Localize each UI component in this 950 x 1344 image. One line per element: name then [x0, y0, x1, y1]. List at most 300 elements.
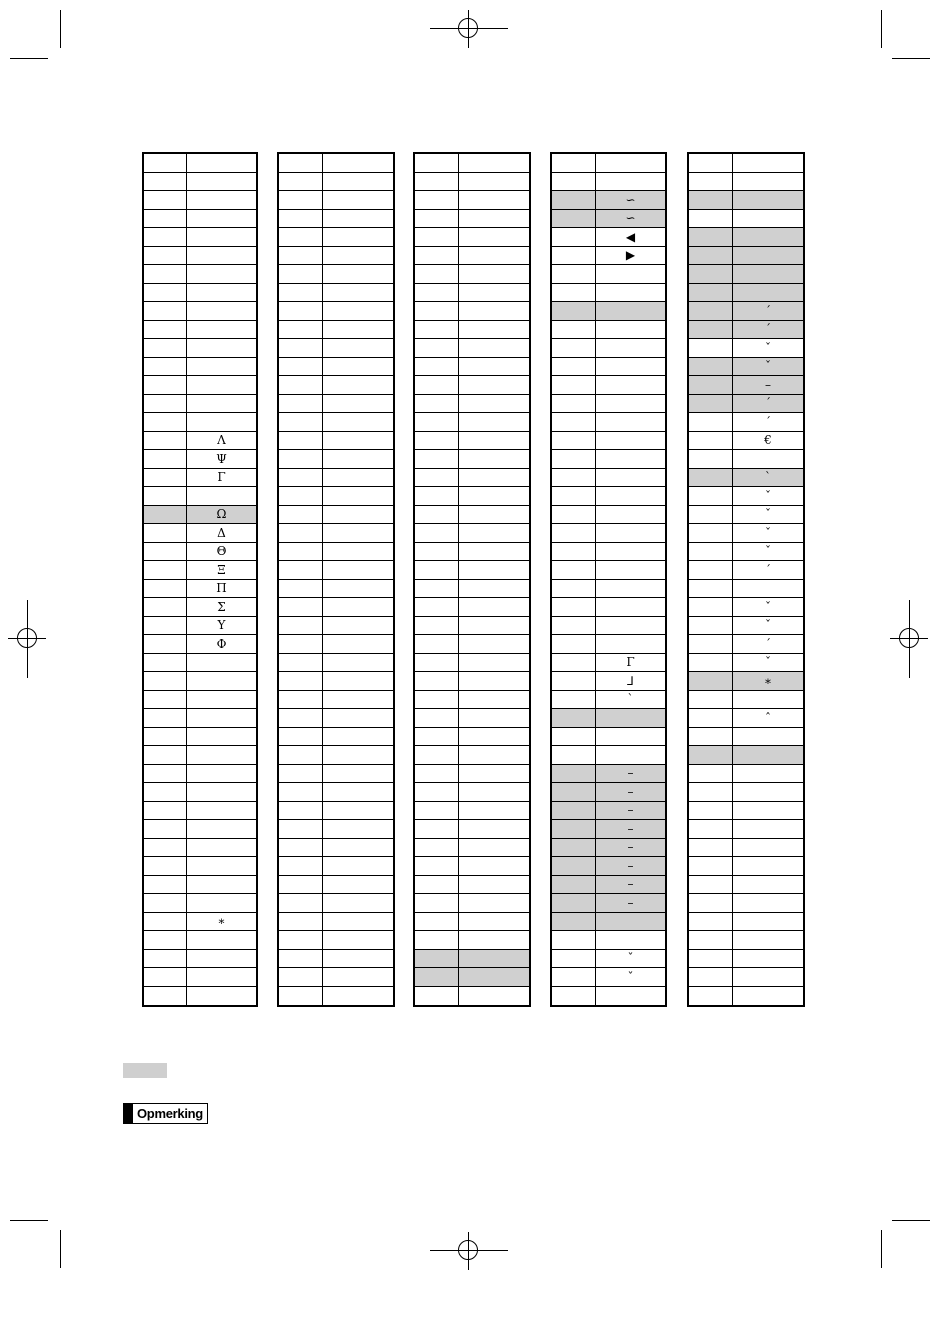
char-cell — [596, 987, 665, 1006]
char-cell — [323, 783, 393, 801]
char-cell: ˇ — [765, 655, 771, 670]
table-row — [552, 894, 665, 913]
char-cell — [323, 857, 393, 875]
char-cell: ˇ — [765, 618, 771, 633]
table-row — [279, 506, 393, 525]
char-cell — [323, 284, 393, 302]
table-row — [552, 802, 665, 821]
table-row — [279, 561, 393, 580]
table-row — [415, 265, 529, 284]
char-cell — [596, 598, 665, 616]
char-cell — [596, 321, 665, 339]
table-row — [689, 469, 803, 488]
char-cell — [459, 302, 529, 320]
char-cell — [323, 691, 393, 709]
char-cell — [323, 395, 393, 413]
char-cell — [187, 968, 256, 986]
table-row — [415, 783, 529, 802]
table-row — [689, 765, 803, 784]
table-row — [689, 191, 803, 210]
char-cell — [323, 561, 393, 579]
char-cell — [733, 857, 803, 875]
table-row — [279, 598, 393, 617]
table-row — [552, 173, 665, 192]
char-cell: – — [627, 821, 634, 836]
table-row — [279, 524, 393, 543]
char-cell: ∽ — [625, 211, 636, 226]
table-row — [552, 746, 665, 765]
table-row — [279, 654, 393, 673]
table-row — [279, 543, 393, 562]
table-row — [689, 339, 803, 358]
char-cell — [323, 894, 393, 912]
char-cell — [187, 302, 256, 320]
table-row — [689, 524, 803, 543]
char-cell — [187, 376, 256, 394]
table-row — [415, 302, 529, 321]
char-cell: ˇ — [765, 599, 771, 614]
table-row — [415, 543, 529, 562]
table-row — [279, 876, 393, 895]
table-row — [689, 358, 803, 377]
char-cell — [323, 654, 393, 672]
char-cell — [733, 913, 803, 931]
table-row — [552, 598, 665, 617]
char-cell: – — [627, 766, 634, 781]
char-cell — [323, 543, 393, 561]
char-cell — [323, 968, 393, 986]
char-cell — [733, 894, 803, 912]
table-header-row — [552, 154, 665, 173]
table-row — [279, 987, 393, 1006]
table-row — [552, 709, 665, 728]
table-row — [552, 506, 665, 525]
table-row — [279, 413, 393, 432]
table-header-row — [689, 154, 803, 173]
table-row — [552, 228, 665, 247]
table-row — [279, 672, 393, 691]
table-row — [144, 561, 256, 580]
char-cell — [187, 857, 256, 875]
table-row — [689, 284, 803, 303]
char-cell: Ξ — [217, 562, 226, 577]
char-cell — [323, 765, 393, 783]
char-cell: ∗ — [217, 914, 226, 929]
char-cell — [459, 339, 529, 357]
char-cell — [733, 931, 803, 949]
char-cell — [459, 210, 529, 228]
table-row — [552, 913, 665, 932]
table-row — [415, 931, 529, 950]
char-table-2 — [277, 152, 395, 1007]
char-cell — [596, 154, 665, 172]
char-cell — [323, 839, 393, 857]
table-row — [279, 931, 393, 950]
table-row — [552, 450, 665, 469]
table-row — [415, 413, 529, 432]
table-row — [144, 802, 256, 821]
table-row — [415, 598, 529, 617]
char-cell — [187, 321, 256, 339]
table-row — [689, 913, 803, 932]
char-cell — [187, 876, 256, 894]
char-cell — [187, 672, 256, 690]
table-row — [415, 728, 529, 747]
char-cell: ˇ — [765, 525, 771, 540]
char-cell: ⅃ — [627, 673, 634, 688]
table-row — [552, 469, 665, 488]
char-cell — [733, 728, 803, 746]
char-cell — [733, 968, 803, 986]
char-cell — [733, 876, 803, 894]
char-cell — [323, 709, 393, 727]
table-row — [144, 302, 256, 321]
table-row — [689, 950, 803, 969]
table-row — [689, 543, 803, 562]
table-row — [279, 802, 393, 821]
char-cell — [733, 450, 803, 468]
char-cell — [459, 691, 529, 709]
table-row — [552, 395, 665, 414]
table-row — [689, 857, 803, 876]
table-row — [689, 247, 803, 266]
char-cell — [187, 765, 256, 783]
char-cell — [323, 302, 393, 320]
char-cell — [459, 432, 529, 450]
table-row — [279, 191, 393, 210]
table-row — [552, 617, 665, 636]
table-row — [415, 654, 529, 673]
char-cell — [596, 358, 665, 376]
table-row — [552, 857, 665, 876]
table-row — [144, 284, 256, 303]
char-cell — [596, 339, 665, 357]
char-cell — [323, 413, 393, 431]
char-cell: ˆ — [765, 710, 771, 725]
table-row — [689, 302, 803, 321]
table-row — [144, 395, 256, 414]
char-cell — [187, 154, 256, 172]
table-row — [144, 728, 256, 747]
table-row — [552, 654, 665, 673]
table-row — [279, 728, 393, 747]
table-row — [552, 672, 665, 691]
crop-mark — [892, 1220, 930, 1221]
char-cell: Γ — [217, 470, 226, 485]
table-row — [415, 968, 529, 987]
table-row — [279, 783, 393, 802]
table-row — [415, 395, 529, 414]
table-row — [415, 506, 529, 525]
char-cell — [323, 931, 393, 949]
table-row — [144, 173, 256, 192]
table-row — [689, 617, 803, 636]
char-cell: ˇ — [627, 969, 634, 984]
char-cell — [187, 931, 256, 949]
table-row — [144, 358, 256, 377]
char-cell: ˇ — [765, 488, 771, 503]
char-cell — [323, 728, 393, 746]
table-row — [689, 598, 803, 617]
char-cell — [733, 191, 803, 209]
char-cell — [459, 506, 529, 524]
char-cell — [459, 321, 529, 339]
table-row — [689, 654, 803, 673]
char-cell: ˊ — [765, 562, 771, 577]
char-cell — [733, 820, 803, 838]
char-cell — [187, 820, 256, 838]
char-cell — [323, 820, 393, 838]
char-cell: ˊ — [765, 396, 771, 411]
table-row — [415, 358, 529, 377]
char-cell — [459, 395, 529, 413]
char-cell — [596, 728, 665, 746]
char-cell: – — [627, 840, 634, 855]
table-row — [689, 173, 803, 192]
char-cell — [187, 265, 256, 283]
char-cell — [459, 228, 529, 246]
table-row — [144, 913, 256, 932]
char-cell — [323, 635, 393, 653]
table-row — [552, 561, 665, 580]
char-cell — [459, 247, 529, 265]
table-row — [279, 173, 393, 192]
table-row — [552, 432, 665, 451]
table-row — [689, 746, 803, 765]
char-cell — [459, 580, 529, 598]
table-row — [144, 654, 256, 673]
char-cell — [596, 376, 665, 394]
char-cell — [733, 247, 803, 265]
char-cell: Θ — [216, 544, 227, 559]
char-cell — [459, 857, 529, 875]
char-cell — [459, 783, 529, 801]
crop-mark — [881, 10, 882, 48]
char-cell — [187, 210, 256, 228]
char-cell: – — [627, 877, 634, 892]
char-cell — [459, 561, 529, 579]
table-row — [144, 765, 256, 784]
table-row — [279, 302, 393, 321]
char-cell — [596, 561, 665, 579]
char-cell — [187, 339, 256, 357]
char-cell — [459, 672, 529, 690]
table-row — [689, 580, 803, 599]
table-row — [144, 247, 256, 266]
table-row — [415, 672, 529, 691]
char-cell — [596, 265, 665, 283]
char-cell: Φ — [216, 636, 227, 651]
char-cell — [459, 820, 529, 838]
char-cell — [596, 746, 665, 764]
table-row — [552, 339, 665, 358]
table-row — [415, 635, 529, 654]
table-row — [279, 321, 393, 340]
char-cell — [459, 765, 529, 783]
table-row — [279, 839, 393, 858]
char-cell — [459, 524, 529, 542]
column-separator — [186, 154, 187, 1005]
table-row — [552, 191, 665, 210]
table-row — [279, 857, 393, 876]
char-cell — [187, 395, 256, 413]
table-row — [552, 413, 665, 432]
char-cell — [459, 543, 529, 561]
char-cell — [459, 487, 529, 505]
char-cell — [459, 469, 529, 487]
table-row — [552, 950, 665, 969]
table-row — [415, 228, 529, 247]
table-row — [552, 783, 665, 802]
table-row — [552, 210, 665, 229]
char-cell — [596, 413, 665, 431]
char-cell — [459, 987, 529, 1006]
table-row — [144, 321, 256, 340]
char-cell — [323, 950, 393, 968]
char-cell — [733, 691, 803, 709]
table-row — [144, 339, 256, 358]
table-row — [689, 802, 803, 821]
char-cell — [459, 913, 529, 931]
char-cell — [596, 173, 665, 191]
table-row — [415, 691, 529, 710]
table-row — [689, 728, 803, 747]
table-row — [279, 395, 393, 414]
table-row — [415, 765, 529, 784]
table-row — [689, 321, 803, 340]
char-cell — [459, 413, 529, 431]
table-row — [689, 265, 803, 284]
char-cell: Γ — [626, 655, 635, 670]
table-row — [552, 765, 665, 784]
char-cell: ˊ — [765, 322, 771, 337]
char-cell — [323, 321, 393, 339]
char-cell — [323, 376, 393, 394]
table-row — [415, 617, 529, 636]
char-cell — [596, 524, 665, 542]
char-cell — [187, 358, 256, 376]
char-cell: ˊ — [765, 303, 771, 318]
note-label-text: Opmerking — [137, 1106, 203, 1121]
table-row — [415, 321, 529, 340]
table-row — [279, 265, 393, 284]
table-row — [552, 524, 665, 543]
table-row — [279, 432, 393, 451]
char-cell: – — [627, 784, 634, 799]
char-cell: ˊ — [765, 636, 771, 651]
table-row — [415, 580, 529, 599]
char-cell — [323, 432, 393, 450]
table-row — [144, 580, 256, 599]
table-row — [144, 820, 256, 839]
char-cell: Ψ — [216, 451, 227, 466]
crop-mark — [881, 1230, 882, 1268]
table-row — [144, 191, 256, 210]
crop-mark — [60, 1230, 61, 1268]
column-separator — [458, 154, 459, 1005]
table-row — [689, 376, 803, 395]
char-cell — [733, 284, 803, 302]
table-row — [689, 894, 803, 913]
char-cell — [596, 395, 665, 413]
table-row — [415, 210, 529, 229]
char-cell — [459, 635, 529, 653]
char-cell — [459, 931, 529, 949]
table-row — [689, 413, 803, 432]
table-row — [689, 691, 803, 710]
char-table-3 — [413, 152, 531, 1007]
char-cell — [733, 839, 803, 857]
table-row — [689, 820, 803, 839]
char-cell: Λ — [217, 433, 226, 448]
char-cell — [187, 728, 256, 746]
char-cell — [596, 302, 665, 320]
char-cell — [596, 469, 665, 487]
table-row — [689, 487, 803, 506]
table-row — [415, 820, 529, 839]
char-cell: € — [764, 433, 772, 448]
table-row — [415, 432, 529, 451]
char-cell — [323, 987, 393, 1006]
char-cell — [323, 487, 393, 505]
table-row — [689, 635, 803, 654]
table-row — [415, 450, 529, 469]
char-cell — [187, 228, 256, 246]
table-row — [144, 709, 256, 728]
table-row — [689, 432, 803, 451]
char-cell: ∗ — [763, 673, 773, 688]
char-cell: ˋ — [627, 692, 634, 707]
char-table-1 — [142, 152, 258, 1007]
char-cell: ◀ — [625, 229, 636, 244]
table-row — [689, 931, 803, 950]
table-row — [689, 561, 803, 580]
char-cell — [459, 746, 529, 764]
char-cell — [733, 746, 803, 764]
table-row — [144, 876, 256, 895]
char-cell — [323, 191, 393, 209]
table-row — [552, 839, 665, 858]
table-row — [689, 876, 803, 895]
char-cell — [323, 173, 393, 191]
table-row — [552, 876, 665, 895]
table-row — [415, 487, 529, 506]
char-cell — [459, 617, 529, 635]
char-cell — [323, 228, 393, 246]
char-cell — [459, 654, 529, 672]
table-row — [279, 284, 393, 303]
table-row — [144, 450, 256, 469]
char-cell: – — [627, 895, 634, 910]
table-row — [144, 931, 256, 950]
table-row — [144, 228, 256, 247]
char-cell — [323, 506, 393, 524]
table-row — [552, 321, 665, 340]
table-row — [144, 598, 256, 617]
column-separator — [322, 154, 323, 1005]
char-cell — [733, 210, 803, 228]
table-row — [552, 247, 665, 266]
table-row — [279, 820, 393, 839]
table-row — [689, 506, 803, 525]
table-row — [144, 950, 256, 969]
crop-mark — [10, 1220, 48, 1221]
table-row — [144, 265, 256, 284]
table-row — [144, 894, 256, 913]
char-cell — [187, 709, 256, 727]
note-bar-icon — [124, 1104, 133, 1123]
char-cell — [733, 950, 803, 968]
